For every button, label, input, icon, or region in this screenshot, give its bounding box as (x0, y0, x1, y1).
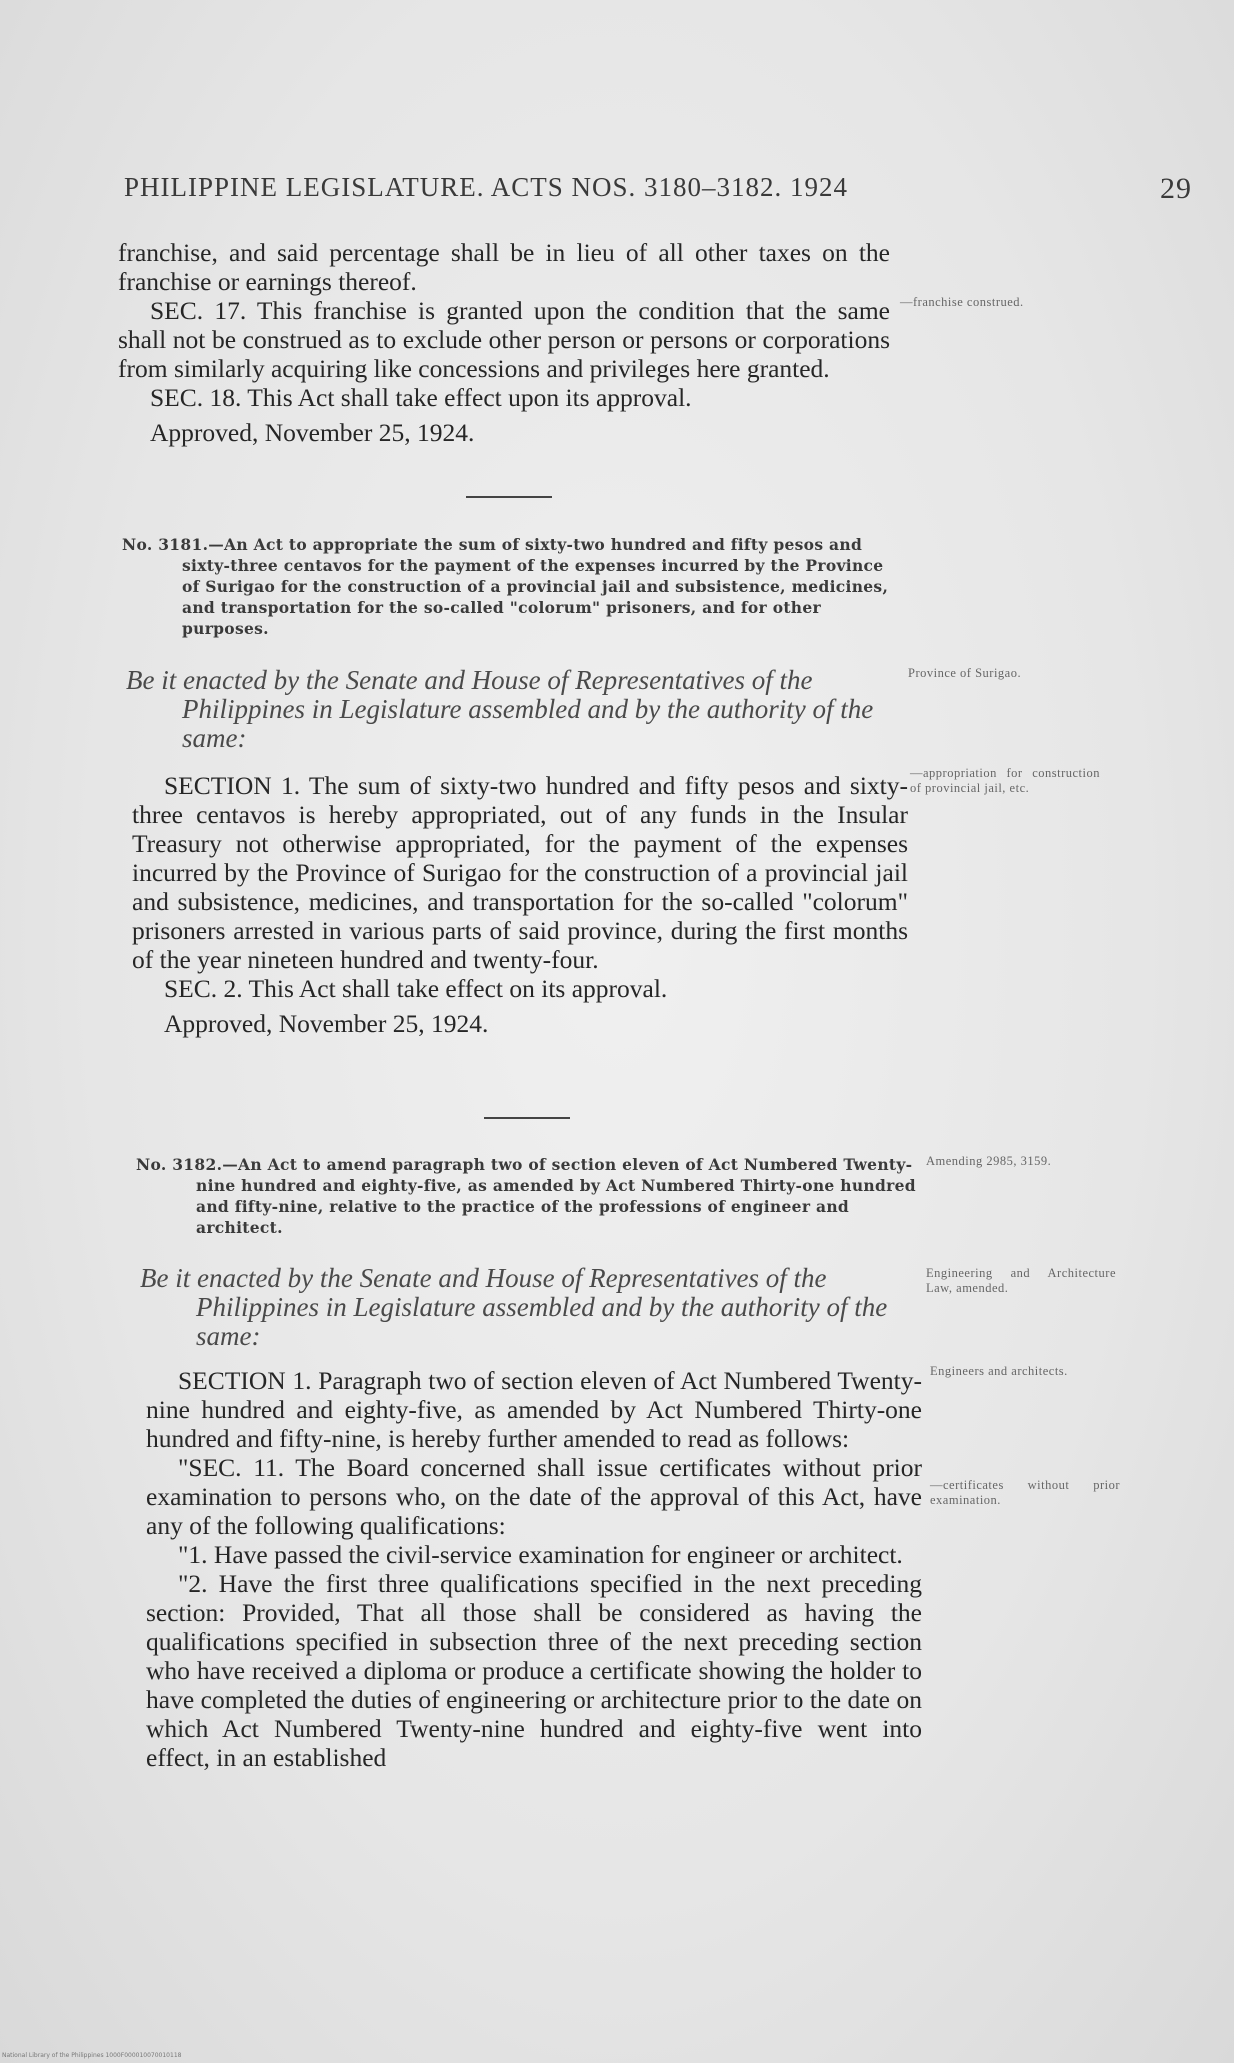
running-head: PHILIPPINE LEGISLATURE. ACTS NOS. 3180–3182. 1924 (124, 172, 849, 202)
margin-note: Province of Surigao. (908, 666, 1022, 680)
paragraph: SEC. 2. This Act shall take effect on its approval. (164, 974, 668, 1003)
quoted-paragraph: "SEC. 11. The Board concerned shall issue certificates without prior examination to persons who, on the date of the approval of this Act, have any of the following qualifications: (146, 1453, 922, 1540)
scan-footer: National Library of the Philippines 1000F000010070010118 (2, 2052, 182, 2059)
section-block (146, 1366, 922, 1772)
margin-note: —franchise construed. (900, 295, 1024, 309)
paragraph: SECTION 1. The sum of sixty-two hundred and fifty pesos and sixty-three centavos is hereby appropriated, out of any funds in the Insular Treasury not otherwise appropriated, for the payment of the expenses incurred by the Province of Surigao for the construction of a provincial jail and subsistence, medicines, and transportation for the so-called "colorum" prisoners arrested in various parts of said province, during the first months of the year nineteen hundred and twenty-four. (132, 771, 908, 974)
approval-date: Approved, November 25, 1924. (150, 418, 475, 447)
section-block (132, 771, 908, 1038)
act-title: No. 3181.—An Act to appropriate the sum of sixty-two hundred and fifty pesos and sixty-three centavos for the payment of the expenses incurred by the Province of Surigao for the construction of a provincial jail and subsistence, medicines, and transportation for the so-called "colorum" prisoners, and for other purposes. (122, 535, 889, 638)
margin-note: Engineers and architects. (930, 1364, 1068, 1378)
margin-note: Engineering and Architecture Law, amended. (926, 1266, 1116, 1295)
act-title: No. 3182.—An Act to amend paragraph two of section eleven of Act Numbered Twenty-nine hundred and eighty-five, as amended by Act Numbered Thirty-one hundred and fifty-nine, relative to the practice of the professions of engineer and architect. (136, 1155, 916, 1237)
enacting-clause: Be it enacted by the Senate and House of Representatives of the Philippines in Legislature assembled and by the authority of the same: (140, 1263, 888, 1351)
paragraph: franchise, and said percentage shall be in lieu of all other taxes on the franchise or earnings thereof. (118, 238, 890, 296)
divider (484, 1117, 570, 1119)
quoted-paragraph: "1. Have passed the civil-service examination for engineer or architect. (178, 1540, 903, 1569)
page-number: 29 (1160, 172, 1192, 205)
margin-note: Amending 2985, 3159. (926, 1154, 1052, 1168)
margin-note: —certificates without prior examination. (930, 1478, 1120, 1507)
divider (466, 496, 552, 498)
approval-date: Approved, November 25, 1924. (164, 1009, 489, 1038)
margin-note: —appropriation for construction of provincial jail, etc. (910, 766, 1100, 795)
quoted-paragraph: "2. Have the first three qualifications specified in the next preceding section: Provided, That all those shall be considered as having the qualifications specified in subsection three of the next preceding section who have received a diploma or produce a certificate showing the holder to have completed the duties of engineering or architecture prior to the date on which Act Numbered Twenty-nine hundred and eighty-five went into effect, in an established (146, 1569, 922, 1772)
continuation-block (118, 238, 890, 447)
paragraph: SEC. 18. This Act shall take effect upon its approval. (150, 383, 692, 412)
enacting-clause: Be it enacted by the Senate and House of Representatives of the Philippines in Legislature assembled and by the authority of the same: (126, 665, 874, 753)
paragraph: SEC. 17. This franchise is granted upon the condition that the same shall not be construed as to exclude other person or persons or corporations from similarly acquiring like concessions and privileges here granted. (118, 296, 890, 383)
paragraph: SECTION 1. Paragraph two of section eleven of Act Numbered Twenty-nine hundred and eighty-five, as amended by Act Numbered Thirty-one hundred and fifty-nine, is hereby further amended to read as follows: (146, 1366, 922, 1453)
